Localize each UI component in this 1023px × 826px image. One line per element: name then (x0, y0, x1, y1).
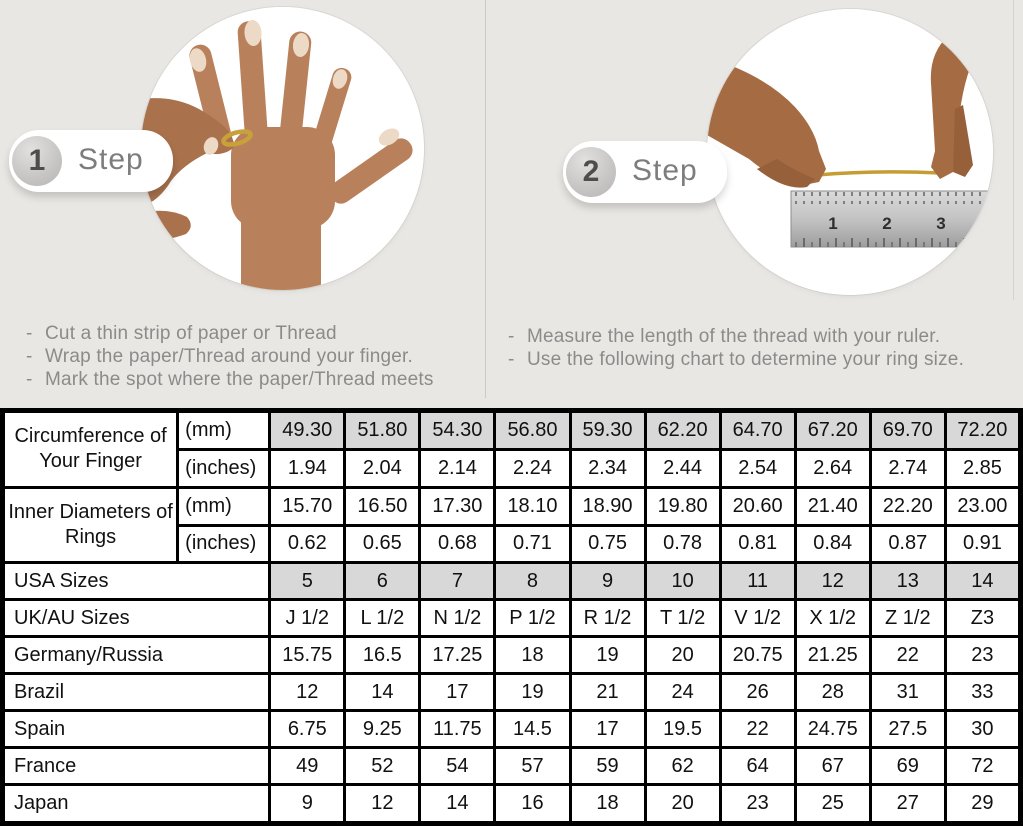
value-cell: 24 (645, 674, 720, 711)
value-cell: 18.90 (570, 487, 645, 525)
value-cell: 23 (945, 637, 1020, 674)
size-system-label: France (3, 748, 270, 785)
value-cell: 2.34 (570, 450, 645, 488)
value-cell: 27 (870, 785, 945, 824)
value-cell: 69 (870, 748, 945, 785)
value-cell: 22 (870, 637, 945, 674)
value-cell: 19.80 (645, 487, 720, 525)
value-cell: 13 (870, 563, 945, 600)
value-cell: 2.44 (645, 450, 720, 488)
value-cell: 17 (570, 711, 645, 748)
value-cell: 14.5 (495, 711, 570, 748)
value-cell: X 1/2 (795, 600, 870, 637)
value-cell: 25 (795, 785, 870, 824)
step-1-badge (9, 130, 173, 192)
value-cell: R 1/2 (570, 600, 645, 637)
value-cell: 57 (495, 748, 570, 785)
value-cell: 72.20 (945, 411, 1020, 450)
value-cell: 54.30 (420, 411, 495, 450)
value-cell: 9 (570, 563, 645, 600)
unit-cell: (mm) (178, 411, 270, 450)
value-cell: 27.5 (870, 711, 945, 748)
step1-hand-photo (141, 7, 424, 290)
value-cell: 67.20 (795, 411, 870, 450)
size-system-label: Japan (3, 785, 270, 824)
value-cell: N 1/2 (420, 600, 495, 637)
value-cell: 23 (720, 785, 795, 824)
right-edge-line (1013, 0, 1014, 300)
instruction-item: - Mark the spot where the paper/Thread meets (24, 368, 484, 391)
size-system-label: Spain (3, 711, 270, 748)
value-cell: 0.84 (795, 525, 870, 563)
value-cell: 23.00 (945, 487, 1020, 525)
value-cell: 8 (495, 563, 570, 600)
value-cell: 20.75 (720, 637, 795, 674)
ruler-number-1: 1 (828, 214, 838, 233)
value-cell: 59 (570, 748, 645, 785)
value-cell: 0.81 (720, 525, 795, 563)
ruler-number-2: 2 (882, 214, 892, 233)
value-cell: J 1/2 (270, 600, 345, 637)
value-cell: 31 (870, 674, 945, 711)
step-2-badge (563, 141, 727, 203)
value-cell: 9 (270, 785, 345, 824)
step-2-label: Step (632, 154, 698, 187)
value-cell: 19 (570, 637, 645, 674)
value-cell: 69.70 (870, 411, 945, 450)
value-cell: 16.50 (345, 487, 420, 525)
value-cell: 12 (795, 563, 870, 600)
table-row (3, 711, 1021, 748)
value-cell: 15.70 (270, 487, 345, 525)
value-cell: 62.20 (645, 411, 720, 450)
how-to-measure-section (0, 0, 1023, 408)
value-cell: 18 (570, 785, 645, 824)
value-cell: 21.25 (795, 637, 870, 674)
value-cell: 21.40 (795, 487, 870, 525)
value-cell: 56.80 (495, 411, 570, 450)
value-cell: P 1/2 (495, 600, 570, 637)
value-cell: L 1/2 (345, 600, 420, 637)
step-1-number: 1 (12, 136, 62, 186)
table-row (3, 674, 1021, 711)
unit-cell: (inches) (178, 450, 270, 488)
value-cell: 52 (345, 748, 420, 785)
value-cell: 2.85 (945, 450, 1020, 488)
value-cell: 0.62 (270, 525, 345, 563)
value-cell: Z 1/2 (870, 600, 945, 637)
value-cell: 17.25 (420, 637, 495, 674)
step2-ruler-photo (707, 9, 993, 295)
value-cell: 11.75 (420, 711, 495, 748)
ruler-number-3: 3 (936, 214, 946, 233)
value-cell: 12 (345, 785, 420, 824)
value-cell: 16 (495, 785, 570, 824)
step-1-instructions (24, 322, 484, 391)
value-cell: 12 (270, 674, 345, 711)
table-row (3, 487, 1021, 525)
value-cell: 30 (945, 711, 1020, 748)
row-group-label: Inner Diameters of Rings (3, 487, 178, 562)
value-cell: 49 (270, 748, 345, 785)
step-2-instructions (506, 325, 1021, 371)
value-cell: 19 (495, 674, 570, 711)
step-1-label: Step (78, 143, 144, 176)
value-cell: T 1/2 (645, 600, 720, 637)
value-cell: 21 (570, 674, 645, 711)
value-cell: 29 (945, 785, 1020, 824)
value-cell: 2.54 (720, 450, 795, 488)
value-cell: 54 (420, 748, 495, 785)
hand-with-ring-illustration (141, 7, 424, 290)
instruction-item: - Measure the length of the thread with your ruler. (506, 325, 1021, 348)
section-divider (485, 0, 486, 398)
value-cell: 0.78 (645, 525, 720, 563)
size-system-label: Germany/Russia (3, 637, 270, 674)
value-cell: 14 (945, 563, 1020, 600)
value-cell: 14 (420, 785, 495, 824)
ring-size-chart-section (0, 408, 1023, 826)
value-cell: 2.64 (795, 450, 870, 488)
table-row (3, 785, 1021, 824)
value-cell: 26 (720, 674, 795, 711)
table-row (3, 600, 1021, 637)
measuring-thread-illustration (707, 9, 993, 295)
value-cell: 5 (270, 563, 345, 600)
size-system-label: Brazil (3, 674, 270, 711)
value-cell: 22.20 (870, 487, 945, 525)
value-cell: 0.68 (420, 525, 495, 563)
value-cell: 72 (945, 748, 1020, 785)
value-cell: 20.60 (720, 487, 795, 525)
table-row (3, 411, 1021, 450)
value-cell: 10 (645, 563, 720, 600)
value-cell: 0.75 (570, 525, 645, 563)
value-cell: 7 (420, 563, 495, 600)
value-cell: 51.80 (345, 411, 420, 450)
value-cell: 9.25 (345, 711, 420, 748)
value-cell: 64 (720, 748, 795, 785)
size-system-label: UK/AU Sizes (3, 600, 270, 637)
value-cell: 2.14 (420, 450, 495, 488)
value-cell: 33 (945, 674, 1020, 711)
ring-size-table-body (3, 411, 1021, 824)
instruction-item: - Use the following chart to determine your ring size. (506, 348, 1021, 371)
step-2-number: 2 (566, 147, 616, 197)
value-cell: 59.30 (570, 411, 645, 450)
unit-cell: (inches) (178, 525, 270, 563)
value-cell: 64.70 (720, 411, 795, 450)
table-row (3, 637, 1021, 674)
ring-size-table (0, 408, 1023, 826)
value-cell: 19.5 (645, 711, 720, 748)
table-row (3, 748, 1021, 785)
value-cell: 0.65 (345, 525, 420, 563)
value-cell: 67 (795, 748, 870, 785)
value-cell: 62 (645, 748, 720, 785)
value-cell: 15.75 (270, 637, 345, 674)
value-cell: 2.74 (870, 450, 945, 488)
value-cell: 2.04 (345, 450, 420, 488)
unit-cell: (mm) (178, 487, 270, 525)
value-cell: 24.75 (795, 711, 870, 748)
value-cell: 14 (345, 674, 420, 711)
value-cell: 6.75 (270, 711, 345, 748)
value-cell: 11 (720, 563, 795, 600)
value-cell: 18.10 (495, 487, 570, 525)
value-cell: 1.94 (270, 450, 345, 488)
value-cell: 6 (345, 563, 420, 600)
value-cell: 16.5 (345, 637, 420, 674)
value-cell: 0.87 (870, 525, 945, 563)
instruction-item: - Cut a thin strip of paper or Thread (24, 322, 484, 345)
value-cell: 20 (645, 785, 720, 824)
value-cell: 49.30 (270, 411, 345, 450)
value-cell: V 1/2 (720, 600, 795, 637)
value-cell: 2.24 (495, 450, 570, 488)
value-cell: Z3 (945, 600, 1020, 637)
ruler (791, 191, 993, 247)
value-cell: 0.91 (945, 525, 1020, 563)
table-row (3, 563, 1021, 600)
value-cell: 0.71 (495, 525, 570, 563)
value-cell: 22 (720, 711, 795, 748)
size-system-label: USA Sizes (3, 563, 270, 600)
value-cell: 17 (420, 674, 495, 711)
value-cell: 17.30 (420, 487, 495, 525)
row-group-label: Circumference of Your Finger (3, 411, 178, 488)
value-cell: 18 (495, 637, 570, 674)
value-cell: 28 (795, 674, 870, 711)
value-cell: 20 (645, 637, 720, 674)
instruction-item: - Wrap the paper/Thread around your finger. (24, 345, 484, 368)
